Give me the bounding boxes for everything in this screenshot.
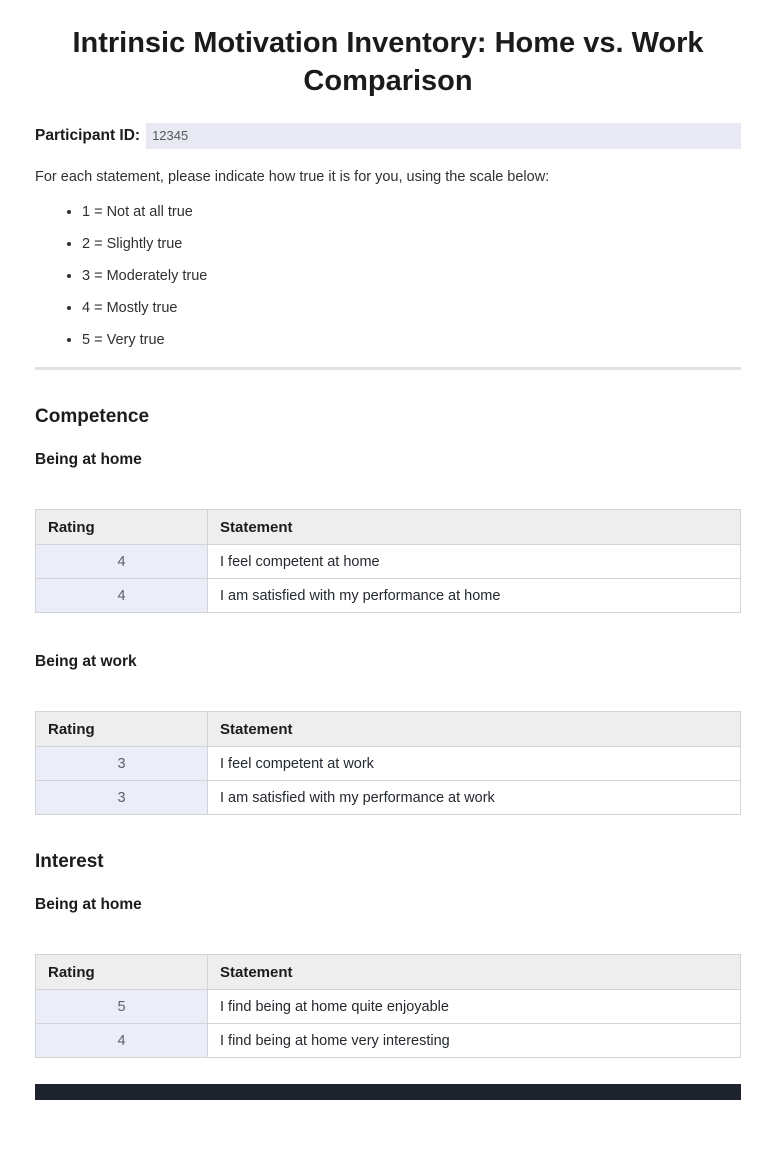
scale-item-3: • 3 = Moderately true <box>82 268 741 284</box>
statement-cell: I find being at home very interesting <box>208 1024 741 1058</box>
scale-item-1: • 1 = Not at all true <box>82 204 741 220</box>
scale-item-5: • 5 = Very true <box>82 332 741 348</box>
instructions-text: For each statement, please indicate how true it is for you, using the scale below: <box>35 169 550 185</box>
scale-item-2: • 2 = Slightly true <box>82 236 741 252</box>
rating-cell: 3 <box>36 781 208 815</box>
statement-cell: I am satisfied with my performance at work <box>208 781 741 815</box>
table-row <box>36 990 741 1024</box>
rating-cell: 4 <box>36 545 208 579</box>
bottom-cutoff-bar <box>35 1084 741 1100</box>
scale-item-4: • 4 = Mostly true <box>82 300 741 316</box>
statement-column-header: Statement <box>208 955 741 990</box>
statement-cell: I feel competent at home <box>208 545 741 579</box>
rating-table-interest-home <box>35 954 741 1058</box>
participant-id-value[interactable]: 12345 <box>146 123 741 149</box>
rating-cell: 3 <box>36 747 208 781</box>
table-row <box>36 545 741 579</box>
rating-column-header: Rating <box>36 712 208 747</box>
participant-id-row <box>35 123 741 149</box>
table-header-row <box>36 510 741 545</box>
statement-cell: I find being at home quite enjoyable <box>208 990 741 1024</box>
rating-cell: 5 <box>36 990 208 1024</box>
document-page <box>0 24 776 1154</box>
rating-table-competence-work <box>35 711 741 815</box>
participant-id-label: Participant ID: <box>35 127 141 144</box>
section-divider <box>35 367 741 370</box>
section-title-competence: Competence <box>35 406 150 427</box>
subsection-title-competence-work: Being at work <box>35 653 137 670</box>
table-row <box>36 747 741 781</box>
rating-scale-list <box>35 204 741 348</box>
statement-cell: I feel competent at work <box>208 747 741 781</box>
table-row <box>36 579 741 613</box>
section-title-interest: Interest <box>35 851 104 872</box>
subsection-title-competence-home: Being at home <box>35 451 142 468</box>
page-title: Intrinsic Motivation Inventory: Home vs. Work Comparison <box>72 27 704 97</box>
statement-cell: I am satisfied with my performance at home <box>208 579 741 613</box>
statement-column-header: Statement <box>208 510 741 545</box>
rating-table-competence-home <box>35 509 741 613</box>
rating-cell: 4 <box>36 579 208 613</box>
subsection-title-interest-home: Being at home <box>35 896 142 913</box>
table-row <box>36 1024 741 1058</box>
statement-column-header: Statement <box>208 712 741 747</box>
table-header-row <box>36 955 741 990</box>
table-header-row <box>36 712 741 747</box>
rating-cell: 4 <box>36 1024 208 1058</box>
table-row <box>36 781 741 815</box>
rating-column-header: Rating <box>36 510 208 545</box>
rating-column-header: Rating <box>36 955 208 990</box>
